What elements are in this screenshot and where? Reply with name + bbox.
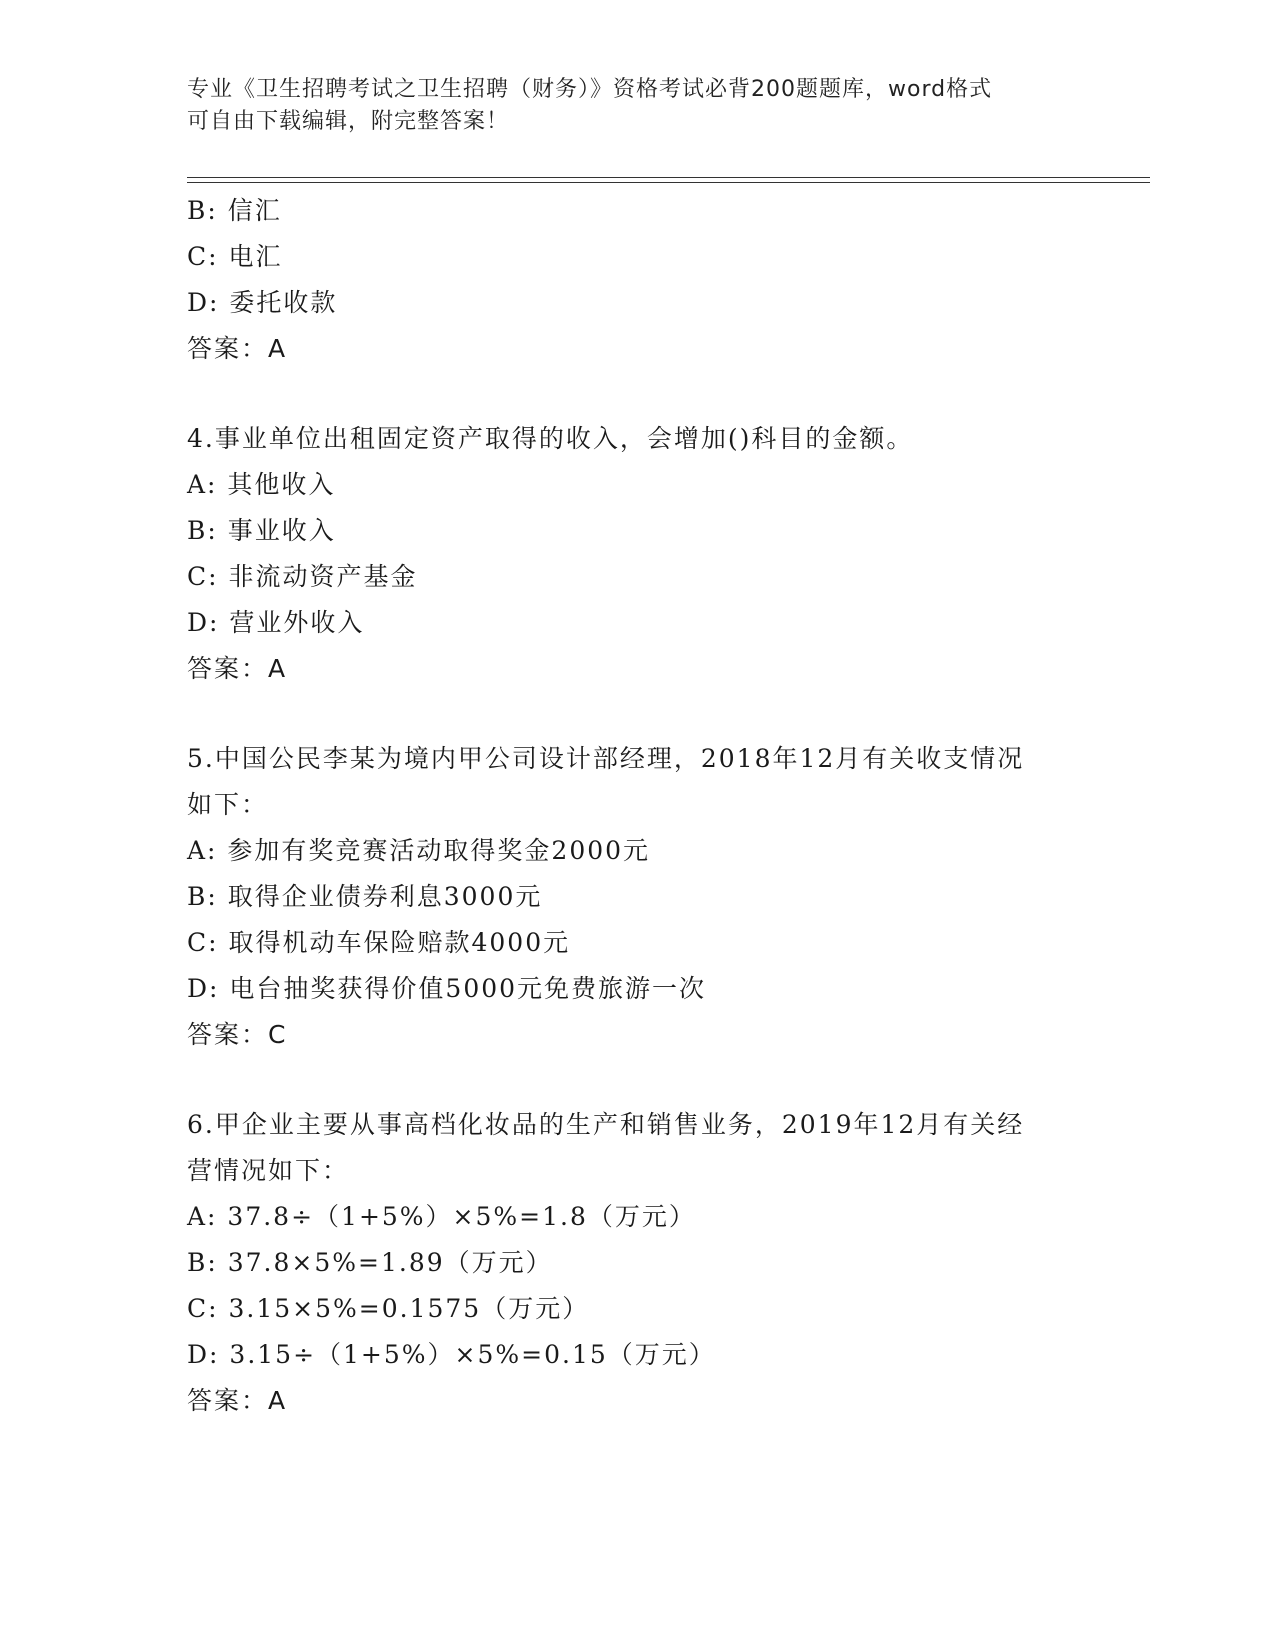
q4-stem: 4.事业单位出租固定资产取得的收入，会增加()科目的金额。 — [187, 424, 914, 453]
q3-option-d: D: 委托收款 — [187, 288, 338, 317]
q6-option-c: C: 3.15×5%=0.1575（万元） — [187, 1294, 590, 1323]
q5-option-d: D: 电台抽奖获得价值5000元免费旅游一次 — [187, 974, 707, 1003]
q4-option-c: C: 非流动资产基金 — [187, 562, 418, 591]
q4-answer: 答案：A — [187, 654, 288, 683]
q6-stem-line-1: 6.甲企业主要从事高档化妆品的生产和销售业务，2019年12月有关经 — [187, 1110, 1025, 1139]
spacer — [187, 372, 1087, 416]
q6-stem-line-2: 营情况如下： — [187, 1156, 350, 1185]
q4-option-d: D: 营业外收入 — [187, 608, 365, 637]
q3-option-b: B: 信汇 — [187, 196, 282, 225]
q5-option-a: A: 参加有奖竞赛活动取得奖金2000元 — [187, 836, 651, 865]
header-divider-bottom — [187, 182, 1150, 183]
header-line-1: 专业《卫生招聘考试之卫生招聘（财务）》资格考试必背200题题库，word格式 — [187, 77, 993, 102]
q4-option-a: A: 其他收入 — [187, 470, 336, 499]
question-3-tail — [187, 188, 1087, 372]
q5-option-b: B: 取得企业债券利息3000元 — [187, 882, 543, 911]
page-header — [187, 74, 1067, 138]
q3-option-c: C: 电汇 — [187, 242, 283, 271]
q5-stem-line-2: 如下： — [187, 790, 269, 819]
header-line-2: 可自由下载编辑，附完整答案！ — [187, 109, 510, 134]
spacer — [187, 692, 1087, 736]
q5-answer: 答案：C — [187, 1020, 288, 1049]
q6-option-b: B: 37.8×5%=1.89（万元） — [187, 1248, 553, 1277]
q3-answer: 答案：A — [187, 334, 288, 363]
q6-answer: 答案：A — [187, 1386, 288, 1415]
header-divider-top — [187, 177, 1150, 178]
question-6 — [187, 1102, 1087, 1424]
q5-option-c: C: 取得机动车保险赔款4000元 — [187, 928, 571, 957]
q5-stem-line-1: 5.中国公民李某为境内甲公司设计部经理，2018年12月有关收支情况 — [187, 744, 1025, 773]
question-list — [187, 188, 1087, 1424]
q6-option-d: D: 3.15÷（1+5%）×5%=0.15（万元） — [187, 1340, 716, 1369]
spacer — [187, 1058, 1087, 1102]
q4-option-b: B: 事业收入 — [187, 516, 336, 545]
question-5 — [187, 736, 1087, 1058]
question-4 — [187, 416, 1087, 692]
q6-option-a: A: 37.8÷（1+5%）×5%=1.8（万元） — [187, 1202, 696, 1231]
